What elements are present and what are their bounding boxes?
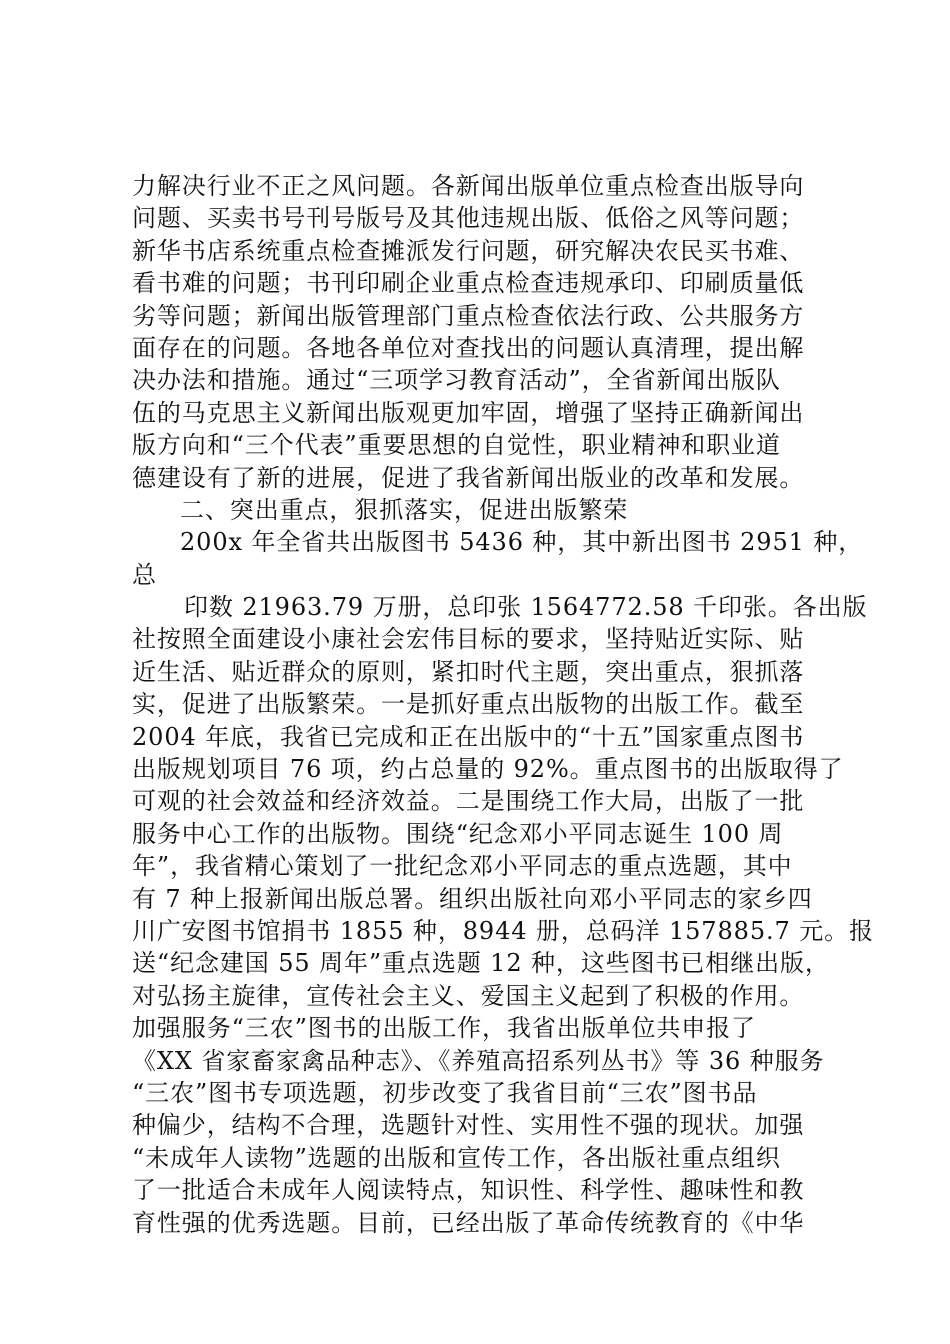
text-line: 面存在的问题。各地各单位对查找出的问题认真清理，提出解 [132, 333, 805, 362]
text-line: 决办法和措施。通过“三项学习教育活动”，全省新闻出版队 [132, 366, 781, 395]
text-line: 社按照全面建设小康社会宏伟目标的要求，坚持贴近实际、贴 [132, 625, 805, 654]
text-line: 实，促进了出版繁荣。一是抓好重点出版物的出版工作。截至 [132, 690, 805, 719]
text-line: 200x 年全省共出版图书 5436 种，其中新出图书 2951 种， [180, 528, 864, 557]
text-line: 川广安图书馆捐书 1855 种，8944 册，总码洋 157885.7 元。报 [132, 916, 874, 945]
text-line: 了一批适合未成年人阅读特点，知识性、科学性、趣味性和教 [132, 1176, 805, 1205]
text-line: 力解决行业不正之风问题。各新闻出版单位重点检查出版导向 [132, 172, 805, 200]
text-line: 问题、买卖书号刊号版号及其他违规出版、低俗之风等问题； [132, 204, 805, 233]
text-line: 《XX 省家畜家禽品种志》、《养殖高招系列丛书》等 36 种服务 [132, 1046, 825, 1075]
text-line: 有 7 种上报新闻出版总署。组织出版社向邓小平同志的家乡四 [132, 884, 813, 913]
text-line: 新华书店系统重点检查摊派发行问题，研究解决农民买书难、 [132, 236, 805, 265]
text-line: 年”，我省精心策划了一批纪念邓小平同志的重点选题，其中 [132, 852, 793, 881]
text-line: 可观的社会效益和经济效益。二是围绕工作大局，出版了一批 [132, 787, 805, 816]
text-line: 劣等问题；新闻出版管理部门重点检查依法行政、公共服务方 [132, 301, 805, 330]
text-line: 近生活、贴近群众的原则，紧扣时代主题，突出重点，狠抓落 [132, 657, 805, 686]
text-line: “未成年人读物”选题的出版和宣传工作，各出版社重点组织 [132, 1143, 781, 1172]
text-line: 版方向和“三个代表”重要思想的自觉性，职业精神和职业道 [132, 431, 781, 460]
text-line: 伍的马克思主义新闻出版观更加牢固，增强了坚持正确新闻出 [132, 398, 805, 427]
text-line: 印数 21963.79 万册，总印张 1564772.58 千印张。各出版 [184, 593, 868, 622]
text-line: 德建设有了新的进展，促进了我省新闻出版业的改革和发展。 [132, 463, 805, 492]
document-body [132, 170, 874, 1239]
text-line: 送“纪念建国 55 周年”重点选题 12 种，这些图书已相继出版， [132, 949, 830, 978]
text-line: 服务中心工作的出版物。围绕“纪念邓小平同志诞生 100 周 [132, 819, 784, 848]
text-line: 2004 年底，我省已完成和正在出版中的“十五”国家重点图书 [132, 722, 805, 751]
text-line: “三农”图书专项选题，初步改变了我省目前“三农”图书品 [132, 1078, 758, 1107]
text-line: 加强服务“三农”图书的出版工作，我省出版单位共申报了 [132, 1014, 756, 1043]
text-line: 总 [132, 560, 157, 589]
section-heading: 二、突出重点，狠抓落实，促进出版繁荣 [180, 495, 629, 524]
text-line: 出版规划项目 76 项，约占总量的 92%。重点图书的出版取得了 [132, 755, 844, 784]
text-line: 看书难的问题；书刊印刷企业重点检查违规承印、印刷质量低 [132, 269, 805, 298]
text-line: 种偏少，结构不合理，选题针对性、实用性不强的现状。加强 [132, 1111, 805, 1140]
text-line: 育性强的优秀选题。目前，已经出版了革命传统教育的《中华 [132, 1208, 805, 1237]
text-line: 对弘扬主旋律，宣传社会主义、爱国主义起到了积极的作用。 [132, 981, 805, 1010]
